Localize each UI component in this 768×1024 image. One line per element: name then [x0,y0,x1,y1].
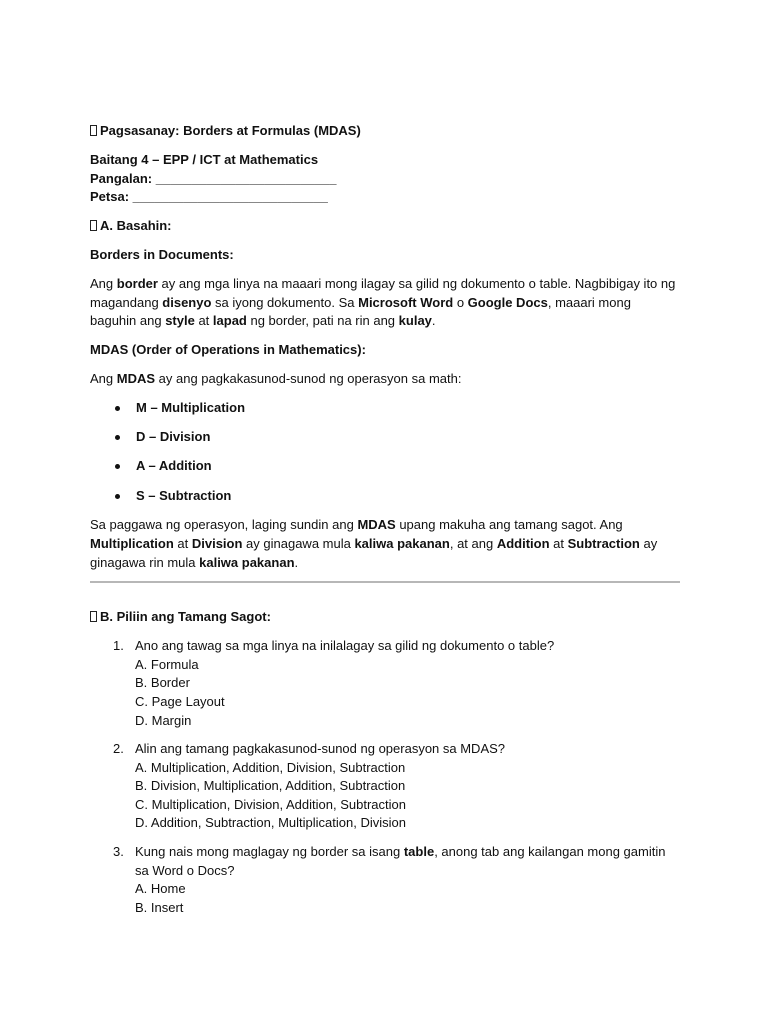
answer-option: C. Multiplication, Division, Addition, Subtraction [135,796,406,812]
section-a-title-text: A. Basahin: [100,218,172,234]
text-run: sa iyong dokumento. Sa [211,294,359,310]
text-run: Ang [90,275,117,291]
bold-text-run: style [165,313,195,329]
mdas-heading-text: MDAS (Order of Operations in Mathematics): [90,342,366,358]
text-run: ay ginagawa rin mula [90,535,658,570]
bold-text-run: MDAS [116,370,156,386]
text-run: at [194,313,213,329]
worksheet-title-text: Pagsasanay: Borders at Formulas (MDAS) [100,123,361,138]
borders-paragraph [90,275,680,331]
text-run: . [431,313,436,329]
answer-option: C. Page Layout [135,693,225,709]
borders-heading-text: Borders in Documents: [90,246,234,262]
bold-text-run: Microsoft Word [358,294,454,310]
text-run: Kung nais mong maglagay ng border sa isang [135,844,404,860]
text-run: Sa paggawa ng operasyon, laging sundin ang [90,516,358,532]
worksheet-title [90,122,680,141]
bold-text-run: MDAS [357,516,396,532]
text-run: Alin ang tamang pagkakasunod-sunod ng operasyon sa MDAS? [135,741,506,757]
question-item [90,843,680,917]
text-run: ay ang pagkakasunod-sunod ng operasyon sa math: [155,370,462,386]
question-text [135,740,680,759]
bold-text-run: Subtraction [567,535,640,551]
answer-option: B. Insert [135,899,184,915]
bold-text-run: kaliwa pakanan [354,535,450,551]
answer-option: B. Division, Multiplication, Addition, Subtraction [135,778,406,794]
mdas-heading [90,341,680,360]
answer-option: A. Formula [135,656,199,672]
name-line [90,170,680,189]
text-run: , maaari mong baguhin ang [90,294,631,329]
mdas-list-item: A – Addition [90,457,680,476]
name-blank: _________________________ [155,170,337,186]
mdas-paragraph [90,516,680,572]
question-text [135,843,680,880]
section-b-title [90,608,680,627]
question-number: 2. [113,741,124,757]
text-run: ay ang mga linya na maaari mong ilagay sa gilid ng dokumento o table. Nagbibigay ito ng magandang [90,275,676,310]
question-number: 1. [113,638,124,654]
mdas-list-item: S – Subtraction [90,487,680,506]
bold-text-run: Google Docs [467,294,548,310]
question-list [90,637,680,917]
date-line [90,188,680,207]
mdas-list [90,399,680,506]
grade-text: Baitang 4 – EPP / ICT at Mathematics [90,151,319,167]
placeholder-glyph-icon [90,220,97,231]
mdas-list-item: M – Multiplication [90,399,680,418]
answer-option: A. Multiplication, Addition, Division, Subtraction [135,759,406,775]
answer-option: B. Border [135,675,190,691]
bold-text-run: Addition [496,535,550,551]
placeholder-glyph-icon [90,611,97,622]
answer-option: D. Addition, Subtraction, Multiplication, Division [135,815,406,831]
date-label: Petsa: [90,189,130,205]
student-info [90,151,680,207]
borders-heading [90,246,680,265]
question-item [90,740,680,833]
text-run: at [549,535,568,551]
text-run: Ang [90,370,117,386]
bold-text-run: kaliwa pakanan [199,554,295,570]
question-number: 3. [113,844,124,860]
text-run: , anong tab ang kailangan mong gamitin sa Word o Docs? [135,844,666,878]
bold-text-run: kulay [398,313,432,329]
text-run: at [173,535,192,551]
text-run: Ano ang tawag sa mga linya na inilalagay sa gilid ng dokumento o table? [135,638,555,654]
bold-text-run: Multiplication [90,535,174,551]
bold-text-run: border [116,275,158,291]
bold-text-run: lapad [212,313,247,329]
answer-option: A. Home [135,881,186,897]
bold-text-run: disenyo [162,294,212,310]
text-run: o [453,294,468,310]
section-b-title-text: B. Piliin ang Tamang Sagot: [100,609,271,625]
mdas-intro [90,370,680,389]
text-run: upang makuha ang tamang sagot. Ang [395,516,623,532]
bold-text-run: table [403,844,435,860]
text-run: . [294,554,299,570]
grade-line [90,151,680,170]
mdas-list-item: D – Division [90,428,680,447]
bold-text-run: Division [191,535,243,551]
horizontal-divider [90,581,680,583]
text-run: ay ginagawa mula [242,535,355,551]
name-label: Pangalan: [90,170,153,186]
section-a-title [90,217,680,236]
answer-option: D. Margin [135,712,192,728]
question-text [135,637,680,656]
date-blank: ___________________________ [132,189,328,205]
text-run: , at ang [449,535,497,551]
text-run: ng border, pati na rin ang [246,313,399,329]
placeholder-glyph-icon [90,125,97,136]
question-item [90,637,680,730]
